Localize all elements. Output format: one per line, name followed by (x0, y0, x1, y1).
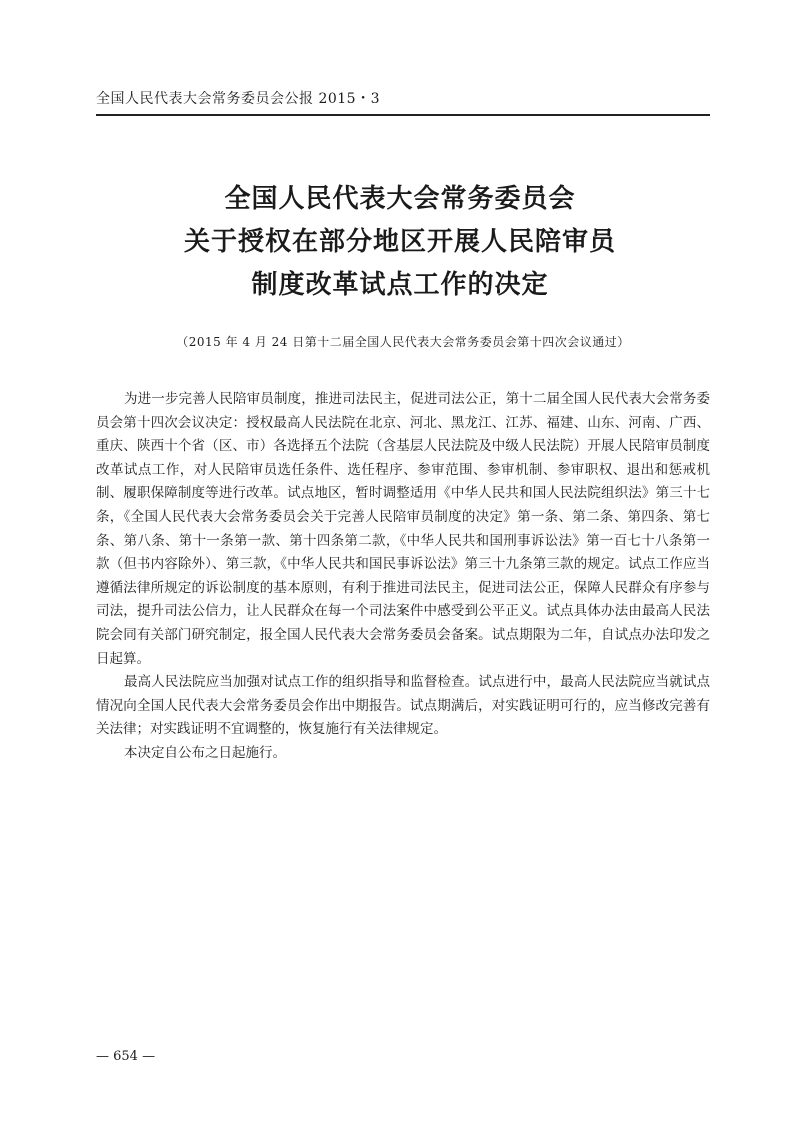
document-title (100, 178, 700, 307)
paragraph-effective-date: 本决定自公布之日起施行。 (124, 744, 286, 761)
title-line-1: 全国人民代表大会常务委员会 (224, 184, 576, 214)
paragraph-supervision: 最高人民法院应当加强对试点工作的组织指导和监督检查。试点进行中，最高人民法院应当就试点情况向全国人民代表大会常务委员会作出中期报告。试点期满后，对实践证明可行的，应当修改完善有关法律；对实践证明不宜调整的，恢复施行有关法律规定。 (96, 674, 710, 738)
adoption-note: （2015 年 4 月 24 日第十二届全国人民代表大会常务委员会第十四次会议通过） (176, 335, 630, 349)
document-body (96, 388, 710, 766)
page-number: — 654 — (96, 1049, 156, 1064)
paragraph-authorization: 为进一步完善人民陪审员制度，推进司法民主，促进司法公正，第十二届全国人民代表大会常务委员会第十四次会议决定：授权最高人民法院在北京、河北、黑龙江、江苏、福建、山东、河南、广西、重庆、陕西十个省（区、市）各选择五个法院（含基层人民法院及中级人民法院）开展人民陪审员制度改革试点工作，对人民陪审员选任条件、选任程序、参审范围、参审机制、参审职权、退出和惩戒机制、履职保障制度等进行改革。试点地区，暂时调整适用《中华人民共和国人民法院组织法》第三十七条，《全国人民代表大会常务委员会关于完善人民陪审员制度的决定》第一条、第二条、第四条、第七条、第八条、第十一条第一款、第十四条第二款，《中华人民共和国刑事诉讼法》第一百七十八条第一款（但书内容除外）、第三款，《中华人民共和国民事诉讼法》第三十九条第三款的规定。试点工作应当遵循法律所规定的诉讼制度的基本原则，有利于推进司法民主，促进司法公正，保障人民群众有序参与司法，提升司法公信力，让人民群众在每一个司法案件中感受到公平正义。试点具体办法由最高人民法院会同有关部门研究制定，报全国人民代表大会常务委员会备案。试点期限为二年，自试点办法印发之日起算。 (96, 391, 710, 667)
gazette-issue-label: 全国人民代表大会常务委员会公报 2015・3 (96, 91, 380, 107)
page-header (96, 86, 710, 116)
title-line-3: 制度改革试点工作的决定 (251, 270, 549, 300)
title-line-2: 关于授权在部分地区开展人民陪审员 (183, 227, 616, 257)
